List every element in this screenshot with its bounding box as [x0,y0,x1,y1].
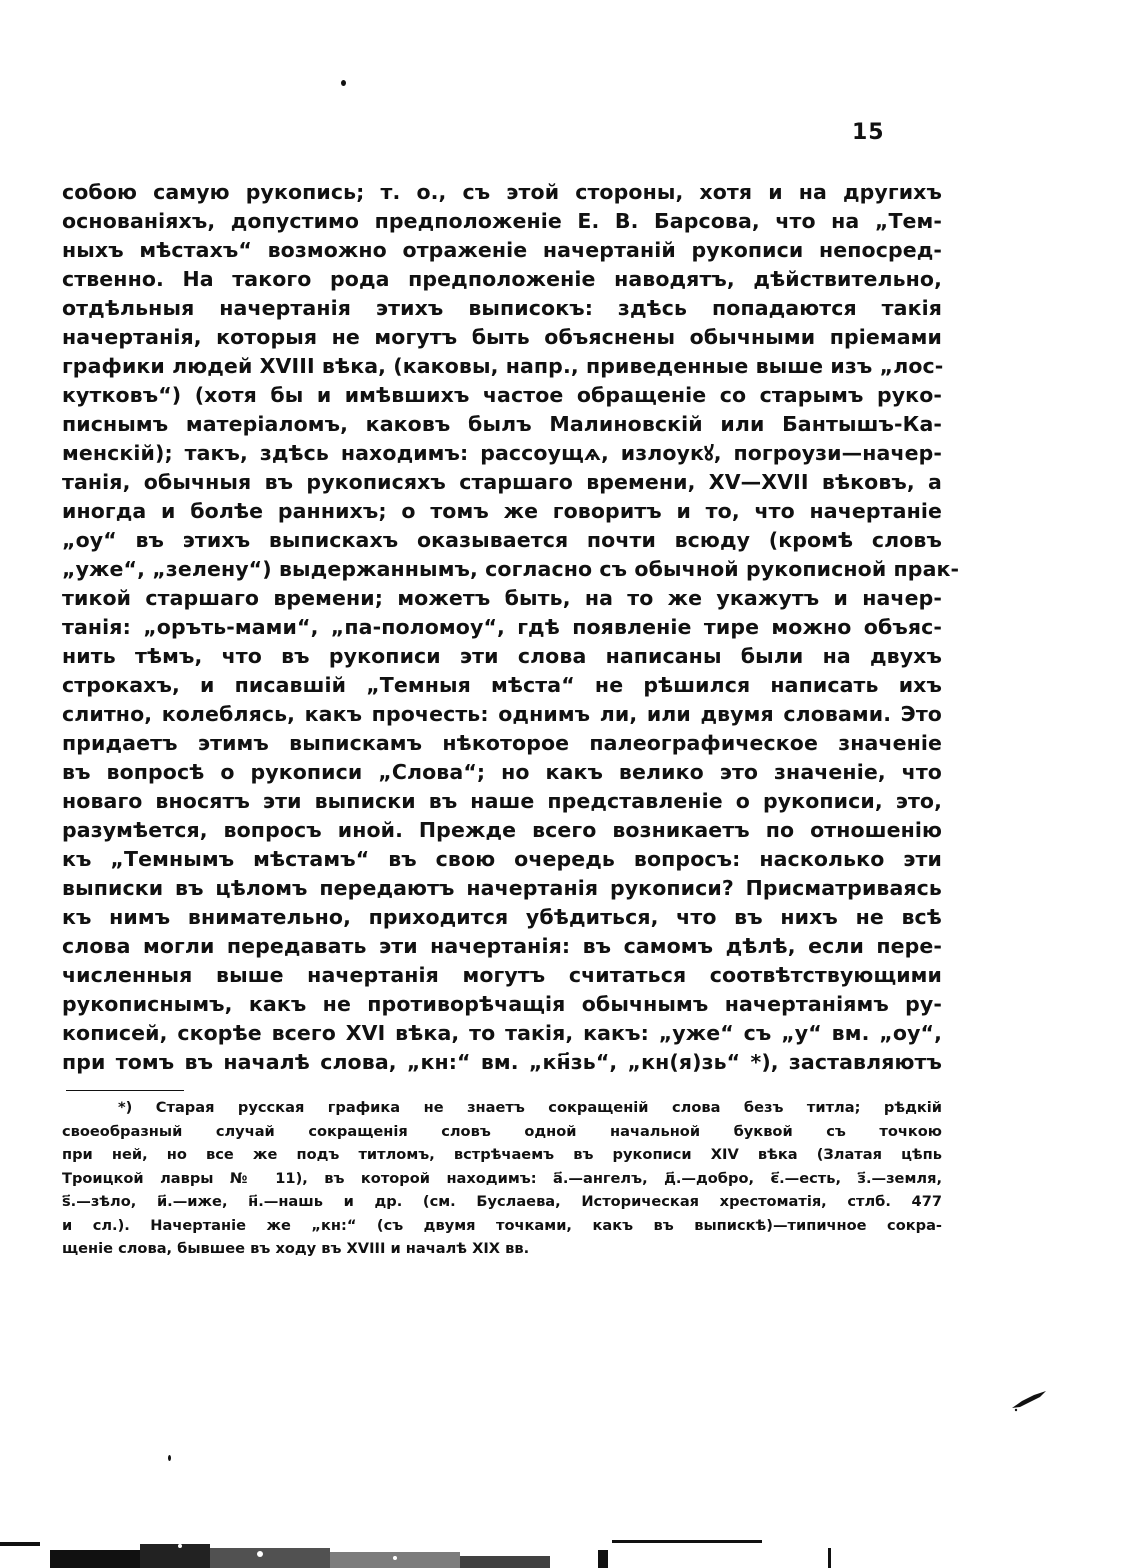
scan-edge-artifacts [0,1520,1140,1568]
footnote-line: ѕ҃.—зѣло, и҃.—иже, н҃.—нашь и др. (см. Буслаева, Историческая хрестоматія, стлб. 477 [62,1193,942,1210]
body-line: слова могли передавать эти начертанія: въ самомъ дѣлѣ, если пере- [62,934,942,958]
footnote-line: Троицкой лавры № 11), въ которой находимъ: а҃.—ангелъ, д҃.—добро, є҃.—есть, з҃.—земля, [62,1169,942,1187]
footnote-line: *) Старая русская графика не знаетъ сокращеній слова безъ титла; рѣдкій [118,1099,942,1116]
body-line: собою самую рукопись; т. о., съ этой стороны, хотя и на другихъ [62,180,942,204]
footnote [62,1096,942,1261]
body-line: разумѣется, вопросъ иной. Прежде всего возникаетъ по отношенію [62,818,942,842]
body-line: начертанія, которыя не могутъ быть объяснены обычными пріемами [62,325,942,349]
body-line: въ вопросѣ о рукописи „Слова“; но какъ велико это значеніе, что [62,760,942,784]
ink-smudge [1010,1388,1050,1412]
body-line: „уже“, „зелену“) выдержаннымъ, согласно съ обычной рукописной прак- [62,557,960,581]
body-line: численныя выше начертанія могутъ считаться соотвѣтствующими [62,963,942,987]
body-line: слитно, колеблясь, какъ прочесть: однимъ ли, или двумя словами. Это [62,702,942,726]
body-line: основаніяхъ, допустимо предположеніе Е. В. Барсова, что на „Тем- [62,209,942,233]
body-line: нить тѣмъ, что въ рукописи эти слова написаны были на двухъ [62,644,942,668]
body-line: иногда и болѣе раннихъ; о томъ же говоритъ и то, что начертаніе [62,499,942,523]
body-line: графики людей XVIII вѣка, (каковы, напр., приведенные выше изъ „лос- [62,354,944,378]
body-line: тикой старшаго времени; можетъ быть, на то же укажутъ и начер- [62,586,942,610]
body-line: танія: „оръть-мами“, „па-поломоу“, гдѣ появленіе тире можно объяс- [62,615,942,639]
footnote-line: при ней, но все же подъ титломъ, встрѣчаемъ въ рукописи XIV вѣка (Златая цѣпь [62,1146,942,1163]
body-line: рукописнымъ, какъ не противорѣчащія обычнымъ начертаніямъ ру- [62,992,942,1016]
body-line: придаетъ этимъ выпискамъ нѣкоторое палеографическое значеніе [62,731,942,755]
body-line: кописей, скорѣе всего XVI вѣка, то такія, какъ: „уже“ съ „у“ вм. „оу“, [62,1021,942,1045]
body-line: къ нимъ внимательно, приходится убѣдиться, что въ нихъ не всѣ [62,905,942,929]
footnote-rule [66,1090,184,1091]
footnote-line: щеніе слова, бывшее въ ходу въ XVIII и началѣ XIX вв. [62,1240,530,1257]
body-line: танія, обычныя въ рукописяхъ старшаго времени, XV—XVII вѣковъ, а [62,470,942,494]
body-line: ственно. На такого рода предположеніе наводятъ, дѣйствительно, [62,267,942,291]
footnote-line: своеобразный случай сокращенія словъ одной начальной буквой съ точкою [62,1122,942,1140]
body-line: писнымъ матеріаломъ, каковъ былъ Малиновскій или Бантышъ-Ка- [62,412,942,436]
body-line: выписки въ цѣломъ передаютъ начертанія рукописи? Присматриваясь [62,876,942,900]
body-line: отдѣльныя начертанія этихъ выписокъ: здѣсь попадаются такія [62,296,942,320]
body-line: при томъ въ началѣ слова, „кн:“ вм. „кн҃зь“, „кн(я)зь“ *), заставляютъ [62,1050,942,1074]
ink-speck [168,1455,171,1461]
footnote-line: и сл.). Начертаніе же „кн:“ (съ двумя точками, какъ въ выпискѣ)—типичное сокра- [62,1216,942,1234]
body-line: строкахъ, и писавшій „Темныя мѣста“ не рѣшился написать ихъ [62,673,942,697]
page-number: 15 [852,120,885,145]
body-text [62,178,960,1077]
body-line: „оу“ въ этихъ выпискахъ оказывается почти всюду (кромѣ словъ [62,528,942,552]
ink-speck [341,80,346,86]
body-line: новаго вносятъ эти выписки въ наше представленіе о рукописи, это, [62,789,942,813]
body-line: ныхъ мѣстахъ“ возможно отраженіе начертаній рукописи непосред- [62,238,942,262]
body-line: кутковъ“) (хотя бы и имѣвшихъ частое обращеніе со старымъ руко- [62,383,942,407]
body-line: къ „Темнымъ мѣстамъ“ въ свою очередь вопросъ: насколько эти [62,847,942,871]
body-line: менскій); такъ, здѣсь находимъ: рассоущѧ, излоукꙋ, погроузи—начер- [62,441,942,465]
